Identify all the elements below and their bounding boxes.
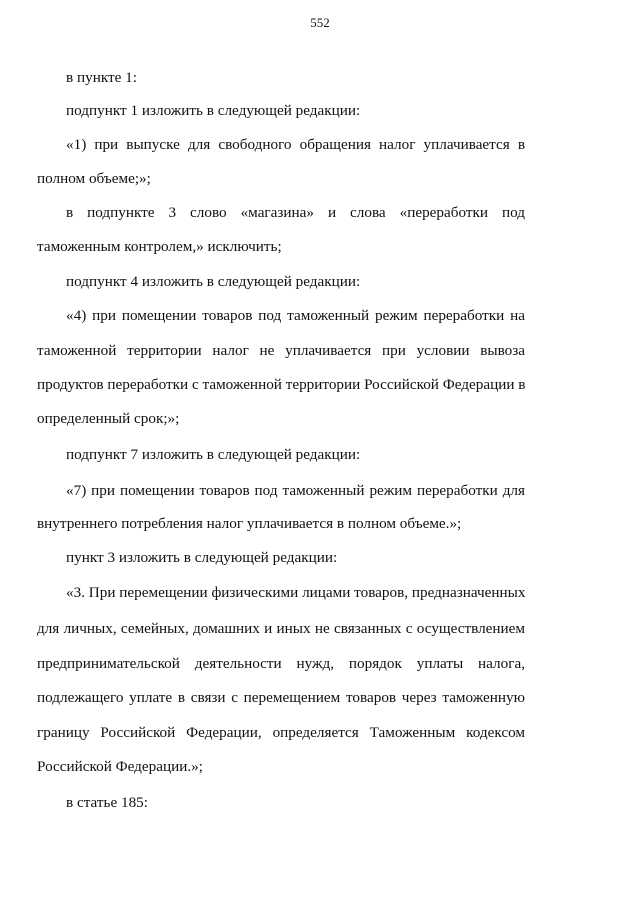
text-line: предпринимательской деятельности нужд, порядок уплаты налога, — [37, 655, 525, 672]
text-line: определенный срок;»; — [37, 410, 180, 427]
text-line: продуктов переработки с таможенной территории Российской Федерации в — [37, 376, 526, 393]
text-line: «4) при помещении товаров под таможенный режим переработки на — [66, 307, 525, 324]
text-line: «3. При перемещении физическими лицами товаров, предназначенных — [66, 584, 526, 601]
text-line: таможенным контролем,» исключить; — [37, 238, 282, 255]
text-line: границу Российской Федерации, определяется Таможенным кодексом — [37, 724, 525, 741]
text-line: для личных, семейных, домашних и иных не связанных с осуществлением — [37, 620, 525, 637]
text-line: подпункт 4 изложить в следующей редакции: — [66, 273, 361, 290]
text-line: пункт 3 изложить в следующей редакции: — [66, 549, 338, 566]
text-line: полном объеме;»; — [37, 170, 151, 187]
page-number: 552 — [310, 15, 330, 30]
text-line: подлежащего уплате в связи с перемещением товаров через таможенную — [37, 689, 525, 706]
text-line: в статье 185: — [66, 794, 148, 811]
text-line: подпункт 1 изложить в следующей редакции: — [66, 102, 361, 119]
text-line: в пункте 1: — [66, 69, 137, 86]
text-line: внутреннего потребления налог уплачивается в полном объеме.»; — [37, 515, 462, 532]
text-line: таможенной территории налог не уплачивается при условии вывоза — [37, 342, 525, 359]
text-line: «7) при помещении товаров под таможенный режим переработки для — [66, 482, 525, 499]
text-line: «1) при выпуске для свободного обращения налог уплачивается в — [66, 136, 525, 153]
text-line: Российской Федерации.»; — [37, 758, 203, 775]
text-line: в подпункте 3 слово «магазина» и слова «переработки под — [66, 204, 525, 221]
text-line: подпункт 7 изложить в следующей редакции: — [66, 446, 361, 463]
